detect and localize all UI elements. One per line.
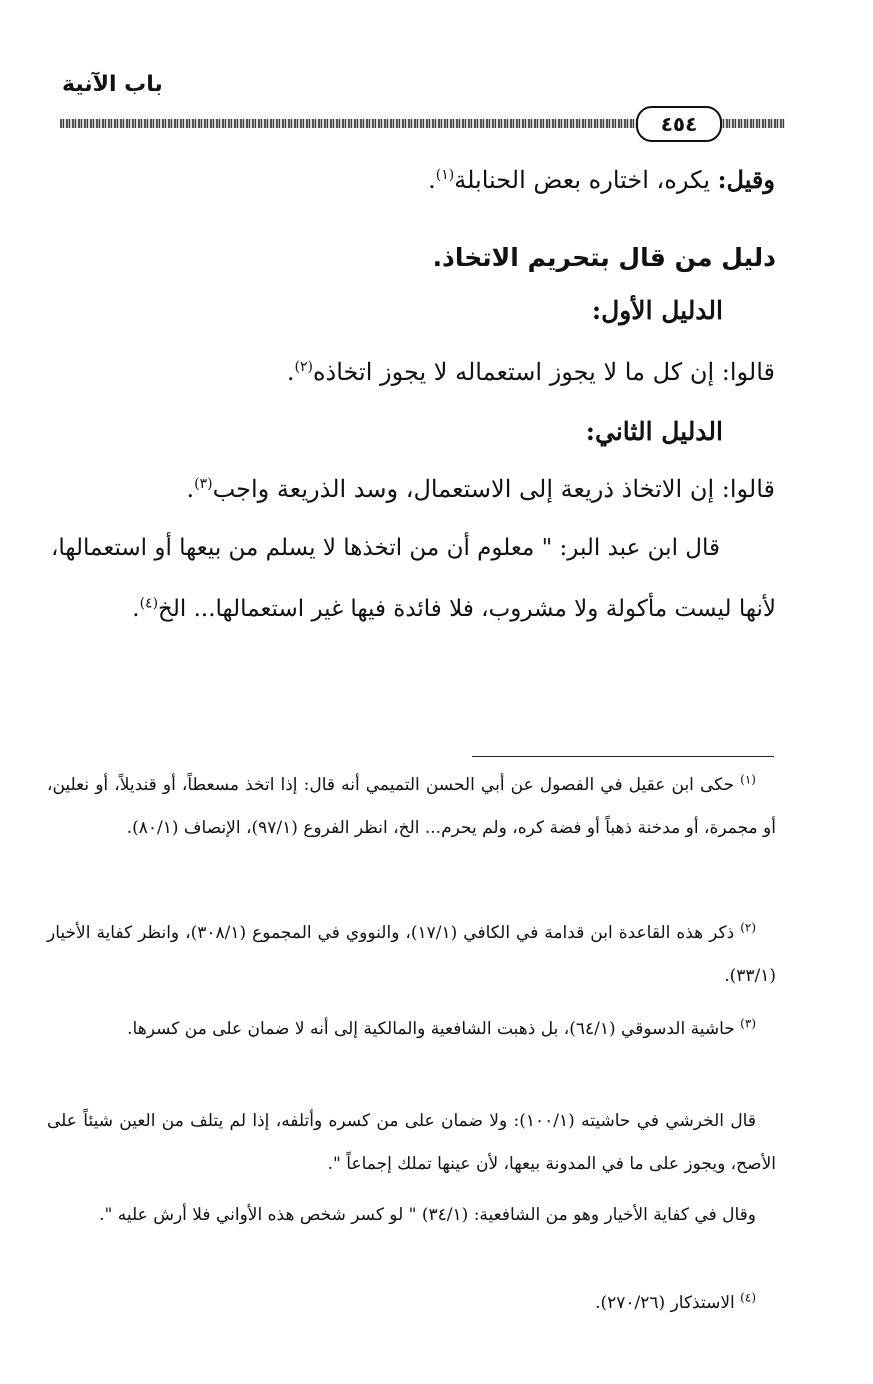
footnote-2-text: ذكر هذه القاعدة ابن قدامة في الكافي (١٧/١)، والنووي في المجموع (٣٠٨/١)، وانظر كفاية الأخيار (٣٣/١). [47, 923, 776, 986]
page-number-frame [636, 106, 722, 142]
evidence-1-text-line [287, 358, 775, 387]
quote-end: . [132, 596, 140, 622]
footnote-1 [47, 764, 776, 850]
evidence-2-end: . [186, 475, 195, 503]
footnote-1-text: حكى ابن عقيل في الفصول عن أبي الحسن التميمي أنه قال: إذا اتخذ مسعطاً، أو قنديلاً، أو نعلين، أو مجمرة، أو مدخنة ذهباً أو فضة كره، ولم يحرم... الخ، انظر الفروع (٩٧/١)، الإنصاف (٨٠/١). [47, 775, 776, 838]
footnote-3-kharashi [47, 1100, 776, 1186]
running-head: باب الآنية [62, 72, 163, 97]
quote-text: قال ابن عبد البر: " معلوم أن من اتخذها لا يسلم من بيعها أو استعمالها، لأنها ليست مأكولة ولا مشروب، فلا فائدة فيها غير استعمالها... الخ [51, 535, 776, 622]
section-title: دليل من قال بتحريم الاتخاذ. [432, 243, 776, 272]
footnote-4-text: الاستذكار (٢٧٠/٢٦). [595, 1293, 735, 1313]
opinion-line [428, 166, 775, 195]
footnote-1-mark: (١) [740, 772, 756, 787]
footnote-4 [47, 1282, 776, 1325]
footnote-3-kifaya [47, 1194, 776, 1237]
evidence-2-text-line [186, 475, 775, 504]
opinion-text: يكره، اختاره بعض الحنابلة [454, 166, 711, 194]
footnote-3-para-2: قال الخرشي في حاشيته (١٠٠/١): ولا ضمان على من كسره وأتلفه، إذا لم يتلف من العين شيئاً على الأصح، ويجوز على ما في المدونة بيعها، لأن عينها تملك إجماعاً ". [47, 1111, 776, 1174]
footnote-3-text: حاشية الدسوقي (٦٤/١)، بل ذهبت الشافعية والمالكية إلى أنه لا ضمان على من كسرها. [127, 1019, 735, 1039]
footnote-3-para-3: وقال في كفاية الأخيار وهو من الشافعية: (٣٤/١) " لو كسر شخص هذه الأواني فلا أرش عليه ". [99, 1205, 756, 1225]
evidence-1-title: الدليل الأول: [591, 296, 723, 325]
footnote-4-mark: (٤) [740, 1290, 756, 1305]
evidence-2-text: قالوا: إن الاتخاذ ذريعة إلى الاستعمال، وسد الذريعة واجب [212, 475, 775, 503]
opinion-lead: وقيل: [717, 165, 775, 194]
evidence-1-text: قالوا: إن كل ما لا يجوز استعماله لا يجوز اتخاذه [312, 358, 775, 386]
footnote-ref-1: (١) [435, 167, 455, 183]
footnote-3-mark: (٣) [740, 1016, 756, 1031]
footnote-ref-3: (٣) [194, 476, 213, 492]
footnote-separator [472, 756, 774, 757]
footnote-ref-4: (٤) [139, 595, 159, 612]
page-number: ٤٥٤ [660, 112, 698, 136]
evidence-1-end: . [286, 358, 295, 386]
evidence-2-title: الدليل الثاني: [585, 417, 723, 446]
footnote-2-mark: (٢) [740, 920, 757, 935]
quote-paragraph [51, 518, 776, 640]
footnote-3 [47, 1008, 776, 1051]
opinion-end: . [428, 166, 436, 194]
footnote-ref-2: (٢) [294, 359, 313, 375]
footnote-2 [47, 912, 776, 998]
